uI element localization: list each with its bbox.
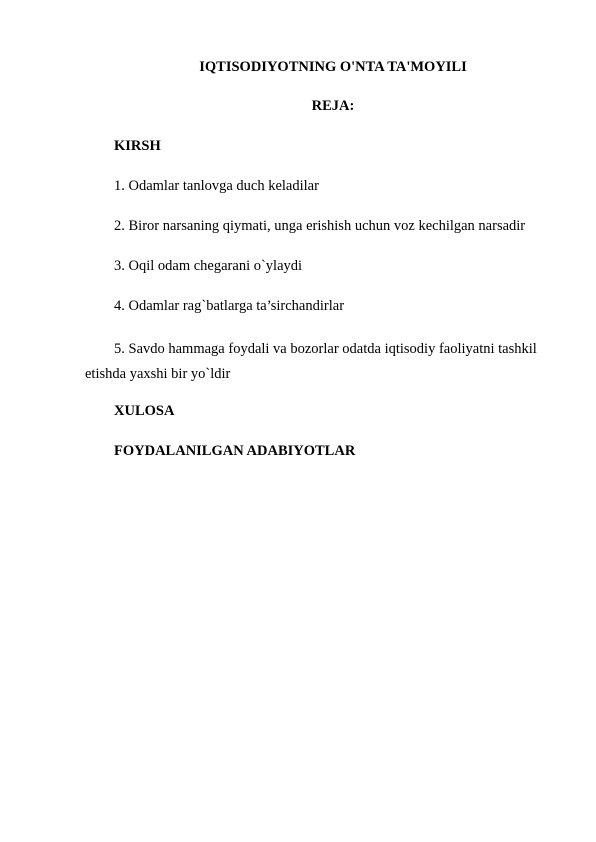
plan-item-2: 2. Biror narsaning qiymati, unga erishish uchun voz kechilgan narsadir	[114, 218, 526, 234]
plan-item-3: 3. Oqil odam chegarani o`ylaydi	[114, 258, 303, 274]
plan-item-1: 1. Odamlar tanlovga duch keladilar	[114, 178, 319, 194]
intro-heading: KIRSH	[114, 138, 161, 154]
plan-item-4: 4. Odamlar rag`batlarga ta’sirchandirlar	[114, 298, 345, 314]
references-heading: FOYDALANILGAN ADABIYOTLAR	[114, 443, 356, 459]
plan-item-5: 5. Savdo hammaga foydali va bozorlar odatda iqtisodiy faoliyatni tashkil etishda yaxshi bir yo`ldir	[85, 341, 537, 382]
conclusion-heading: XULOSA	[114, 403, 175, 419]
document-title: IQTISODIYOTNING O'NTA TA'MOYILI	[199, 59, 467, 75]
plan-heading: REJA:	[311, 98, 355, 114]
